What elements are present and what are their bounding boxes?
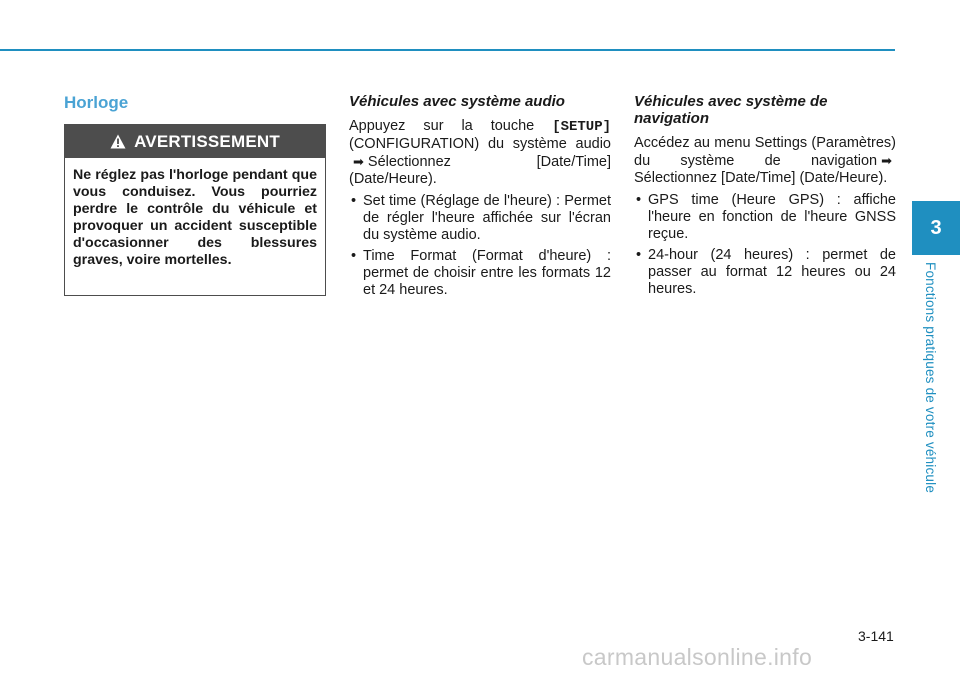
warning-box (64, 124, 326, 296)
section-title: Horloge (64, 93, 129, 112)
warning-title: AVERTISSEMENT (134, 131, 280, 151)
audio-section (349, 93, 611, 303)
audio-intro-b: (CONFIGURATION) du système audio (349, 136, 611, 152)
warning-header (65, 125, 325, 158)
navigation-intro (634, 135, 896, 187)
audio-bullet-list (349, 193, 611, 299)
page-number: 3-141 (858, 628, 894, 644)
arrow-right-icon: ➡ (881, 153, 892, 168)
chapter-title: Fonctions pratiques de votre véhicule (923, 262, 938, 494)
list-item: • Set time (Réglage de l'heure) : Permet de régler l'heure affichée sur l'écran du système audio. (349, 193, 611, 244)
watermark: carmanualsonline.info (582, 644, 813, 670)
list-item: • 24-hour (24 heures) : permet de passer au format 12 heures ou 24 heures. (634, 247, 896, 298)
navigation-bullet-list (634, 192, 896, 298)
chapter-tab: 3 (912, 201, 960, 255)
audio-intro (349, 118, 611, 188)
audio-intro-c: Sélectionnez [Date/Time] (Date/Heure). (349, 154, 611, 187)
navigation-intro-b: Sélectionnez [Date/Time] (Date/Heure). (634, 170, 888, 186)
warning-text: Ne réglez pas l'horloge pendant que vous conduisez. Vous pourriez perdre le contrôle du véhicule et provoquer un accident susceptible d'occasionner des blessures graves, voire mortelles. (73, 167, 317, 268)
navigation-heading: Véhicules avec système de navigation (634, 93, 828, 127)
audio-heading: Véhicules avec système audio (349, 93, 565, 110)
warning-triangle-icon (110, 134, 126, 149)
list-item: • Time Format (Format d'heure) : permet de choisir entre les formats 12 et 24 heures. (349, 248, 611, 299)
top-rule (0, 49, 895, 51)
arrow-right-icon: ➡ (353, 154, 364, 169)
audio-intro-a: Appuyez sur la touche (349, 118, 535, 134)
list-item: • GPS time (Heure GPS) : affiche l'heure en fonction de l'heure GNSS reçue. (634, 192, 896, 243)
setup-key-label: [SETUP] (552, 119, 611, 135)
navigation-section (634, 93, 896, 302)
navigation-intro-a: Accédez au menu Settings (Paramètres) du système de navigation (634, 135, 896, 169)
